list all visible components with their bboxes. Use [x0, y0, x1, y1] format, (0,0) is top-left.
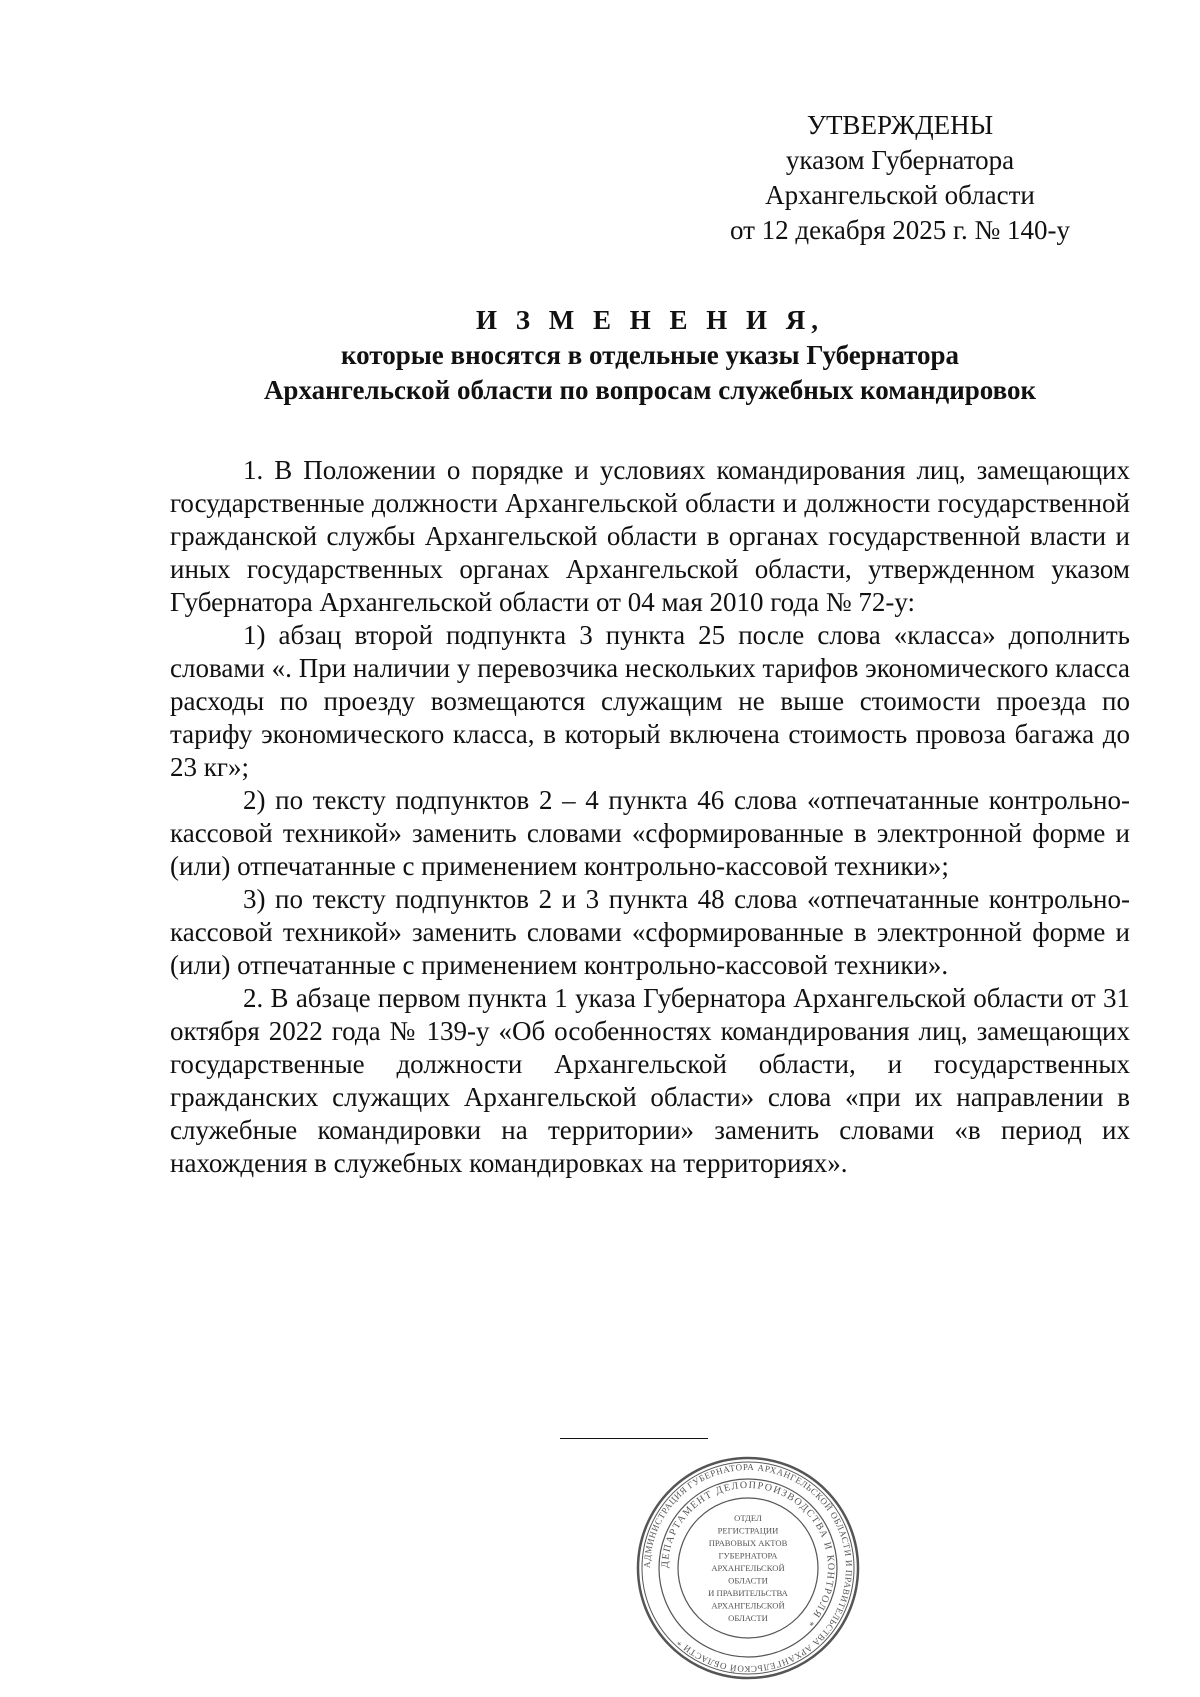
svg-text:АДМИНИСТРАЦИЯ ГУБЕРНАТОРА АРХА: АДМИНИСТРАЦИЯ ГУБЕРНАТОРА АРХАНГЕЛЬСКОЙ ОБЛАСТИ И ПРАВИТЕЛЬСТВА АРХАНГЕЛЬСКОЙ ОБЛАСТИ *: [641, 1461, 855, 1675]
closing-rule: [560, 1438, 708, 1439]
official-seal-stamp: [633, 1453, 863, 1683]
approval-region-line: Архангельской области: [765, 180, 1035, 210]
paragraph-item-1: 1. В Положении о порядке и условиях командирования лиц, замещающих государственные должности Архангельской области и должности государственной гражданской службы Архангельской области в органах государственной власти и иных государственных органах Архангельской области, утвержденном указом Губернатора Архангельской области от 04 мая 2010 года № 72-у:: [170, 455, 1130, 617]
paragraph-subitem-2: 2) по тексту подпунктов 2 – 4 пункта 46 слова «отпечатанные контрольно-кассовой техникой» заменить словами «сформированные в электронной форме и (или) отпечатанные с применением контрольно-кассовой техники»;: [170, 785, 1130, 881]
approval-block: [710, 108, 1090, 248]
seal-icon: [633, 1453, 863, 1683]
paragraph-subitem-3: 3) по тексту подпунктов 2 и 3 пункта 48 слова «отпечатанные контрольно-кассовой техникой» заменить словами «сформированные в электронной форме и (или) отпечатанные с применением контрольно-кассовой техники».: [170, 884, 1130, 980]
seal-center-line: ОТДЕЛ: [734, 1513, 762, 1523]
document-subtitle-line1: которые вносятся в отдельные указы Губернатора: [340, 340, 960, 370]
approval-title: УТВЕРЖДЕНЫ: [806, 110, 994, 140]
seal-center-line: ОБЛАСТИ: [728, 1613, 768, 1623]
seal-center-line: И ПРАВИТЕЛЬСТВА: [708, 1588, 788, 1598]
seal-center-line: РЕГИСТРАЦИИ: [717, 1525, 779, 1536]
approval-decree-line: указом Губернатора: [785, 145, 1015, 175]
document-subtitle-line2: Архангельской области по вопросам служебных командировок: [263, 375, 1037, 405]
paragraph-item-2: 2. В абзаце первом пункта 1 указа Губернатора Архангельской области от 31 октября 2022 года № 139-у «Об особенностях командирования лиц, замещающих государственные должности Архангельской области, и государственных гражданских служащих Архангельской области» слова «при их направлении в служебные командировки на территории» заменить словами «в период их нахождения в служебных командировках на территориях».: [170, 983, 1130, 1178]
seal-center-line: ОБЛАСТИ: [728, 1575, 768, 1586]
document-body: [170, 454, 1130, 1180]
seal-center-line: АРХАНГЕЛЬСКОЙ: [711, 1563, 785, 1573]
document-title-block: [170, 303, 1130, 408]
document-heading: И З М Е Н Е Н И Я,: [475, 305, 824, 335]
seal-center-line: ПРАВОВЫХ АКТОВ: [708, 1538, 788, 1548]
approval-date-number: от 12 декабря 2025 г. № 140-у: [729, 215, 1071, 245]
paragraph-subitem-1: 1) абзац второй подпункта 3 пункта 25 после слова «класса» дополнить словами «. При наличии у перевозчика нескольких тарифов экономического класса расходы по проезду возмещаются служащим не выше стоимости проезда по тарифу экономического класса, в который включена стоимость провоза багажа до 23 кг»;: [170, 620, 1130, 782]
seal-center-line: ГУБЕРНАТОРА: [718, 1550, 778, 1561]
svg-text:ДЕПАРТАМЕНТ ДЕЛОПРОИЗВОДСТВА И: ДЕПАРТАМЕНТ ДЕЛОПРОИЗВОДСТВА И КОНТРОЛЯ *: [659, 1479, 837, 1630]
seal-center-line: АРХАНГЕЛЬСКОЙ: [711, 1600, 785, 1611]
